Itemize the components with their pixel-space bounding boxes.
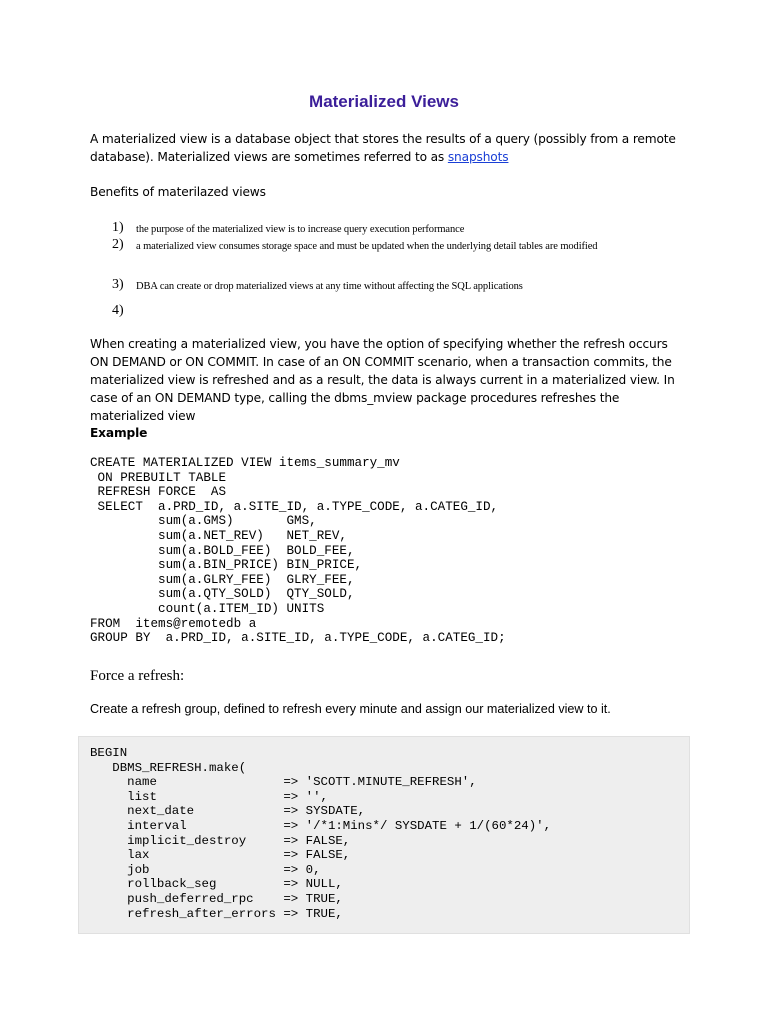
- example-heading: Example: [90, 426, 148, 440]
- intro-text: A materialized view is a database object that stores the results of a query (possibly from a remote database). Materialized views are sometimes referred to as: [90, 132, 676, 164]
- force-refresh-heading: Force a refresh:: [90, 668, 185, 684]
- list-text: DBA can create or drop materialized views at any time without affecting the SQL applications: [136, 281, 523, 292]
- benefits-heading: Benefits of materilazed views: [90, 185, 266, 199]
- example-code-block: CREATE MATERIALIZED VIEW items_summary_mv ON PREBUILT TABLE REFRESH FORCE AS SELECT a.PRD_ID, a.SITE_ID, a.TYPE_CODE, a.CATEG_ID, sum(a.GMS) GMS, sum(a.NET_REV) NET_REV, sum(a.BOLD_FEE) BOLD_FEE, sum(a.BIN_PRICE) BIN_PRICE, sum(a.GLRY_FEE) GLRY_FEE, sum(a.QTY_SOLD) QTY_SOLD, count(a.ITEM_ID) UNITS FROM items@remotedb a GROUP BY a.PRD_ID, a.SITE_ID, a.TYPE_CODE, a.CATEG_ID;: [90, 456, 506, 646]
- refresh-group-description: Create a refresh group, defined to refresh every minute and assign our materialized view to it.: [90, 702, 611, 716]
- page-title: Materialized Views: [309, 92, 459, 111]
- list-text: the purpose of the materialized view is to increase query execution performance: [136, 224, 465, 235]
- intro-paragraph: [90, 130, 680, 166]
- refresh-paragraph: When creating a materialized view, you have the option of specifying whether the refresh occurs ON DEMAND or ON COMMIT. In case of an ON COMMIT scenario, when a transaction commits, the materialized view is refreshed and as a result, the data is always current in a materialized view. In case of an ON DEMAND type, calling the dbms_mview package procedures refreshes the materialized view: [90, 337, 675, 423]
- list-text: a materialized view consumes storage space and must be updated when the underlying detail tables are modified: [136, 241, 598, 252]
- list-number: 4): [112, 303, 124, 318]
- refresh-code-block: BEGIN DBMS_REFRESH.make( name => 'SCOTT.MINUTE_REFRESH', list => '', next_date => SYSDATE, interval => '/*1:Mins*/ SYSDATE + 1/(60*24)', implicit_destroy => FALSE, lax => FALSE, job => 0, rollback_seg => NULL, push_deferred_rpc => TRUE, refresh_after_errors => TRUE,: [90, 746, 552, 921]
- snapshots-link[interactable]: snapshots: [447, 150, 509, 164]
- list-number: 1): [112, 220, 124, 235]
- list-number: 2): [112, 237, 124, 252]
- list-number: 3): [112, 277, 124, 292]
- refresh-code-box: [78, 736, 690, 934]
